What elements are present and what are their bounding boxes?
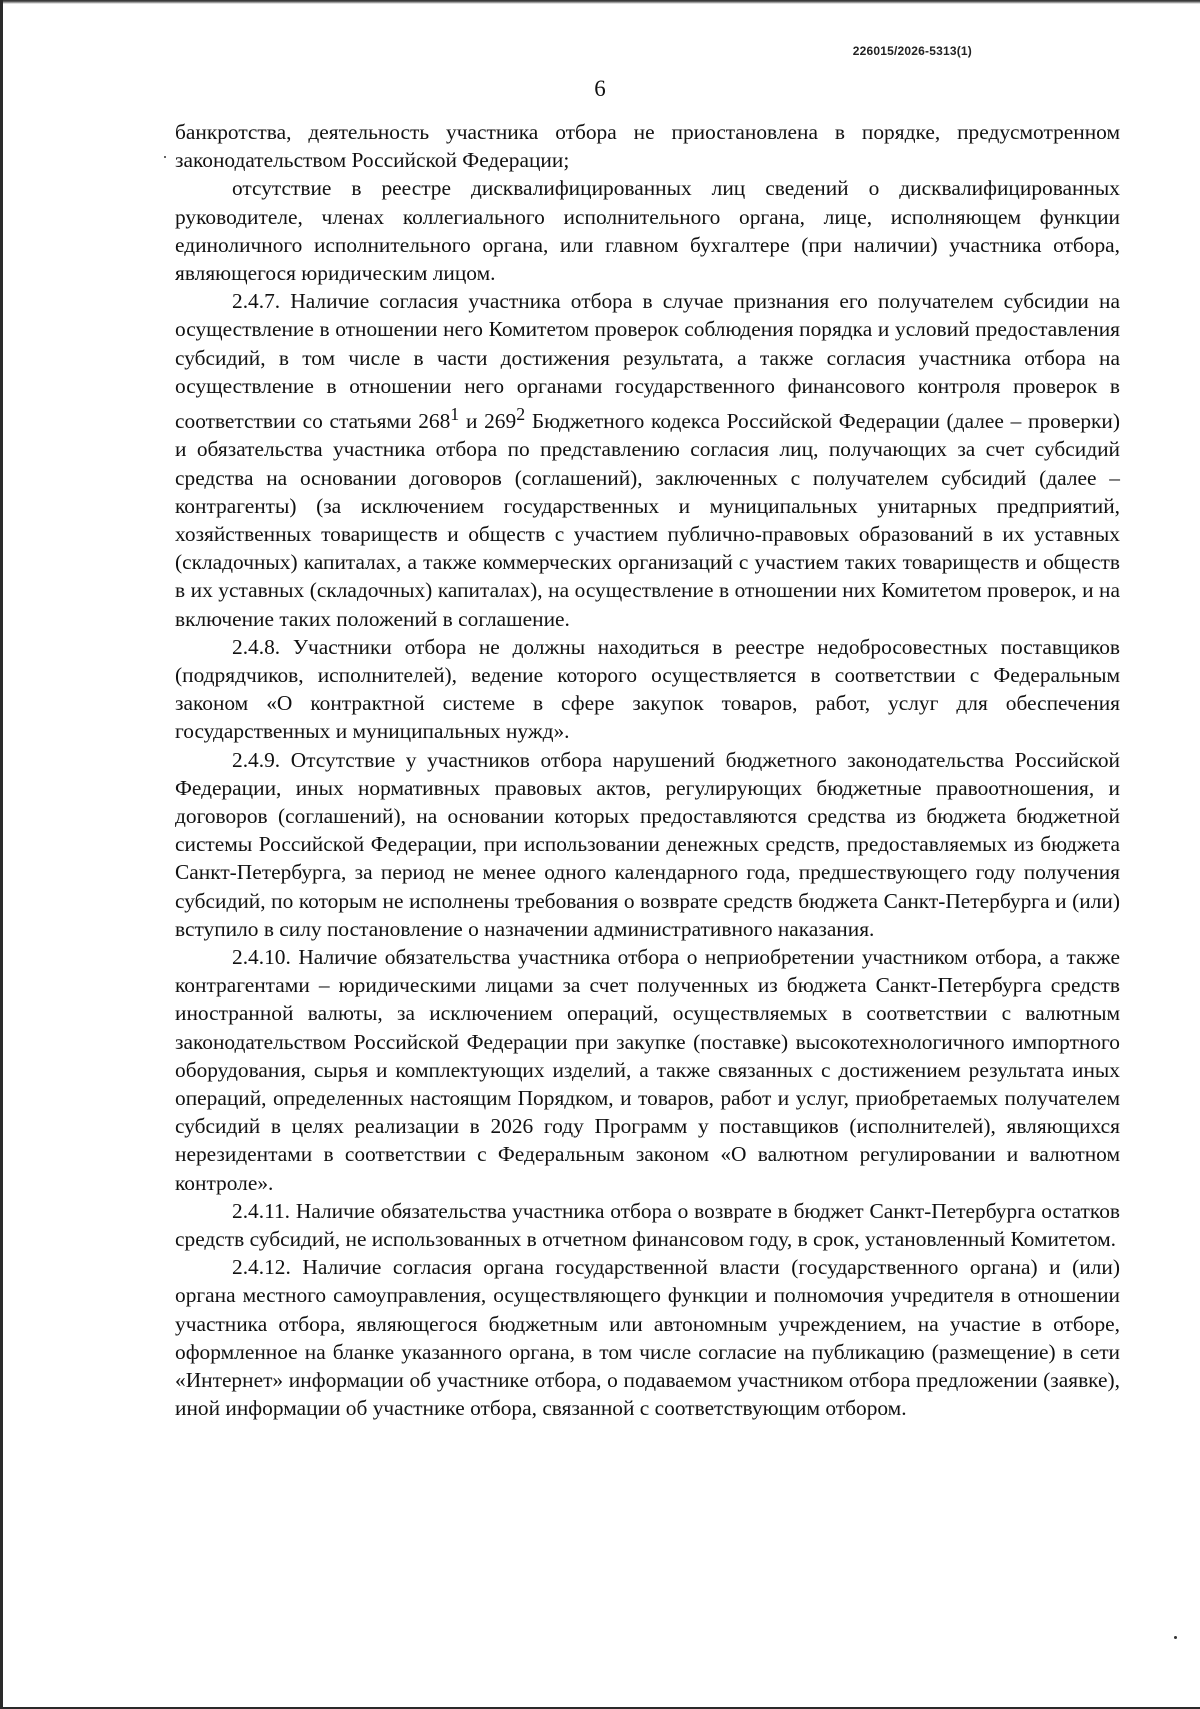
superscript-article-269: 2	[516, 404, 526, 425]
paragraph-2-4-8: 2.4.8. Участники отбора не должны находиться в реестре недобросовестных поставщиков (подрядчиков, исполнителей), ведение которого осуществляется в соответствии с Федеральным законом «О контрактной системе в сфере закупок товаров, работ, услуг для обеспечения государственных и муниципальных нужд».	[175, 634, 1120, 744]
paragraph-2-4-7-part-1: 2.4.7. Наличие согласия участника отбора в случае признания его получателем субсидии на осуществление в отношении него Комитетом проверок соблюдения порядка и условий предоставления субсидий, в том числе в части достижения результата, а также согласия участника отбора на осуществление в отношении него органами государственного финансового контроля проверок в соответствии со статьями 268	[175, 289, 1120, 434]
paragraph-bankruptcy-clause: банкротства, деятельность участника отбора не приостановлена в порядке, предусмотренном законодательством Российской Федерации;	[175, 120, 1120, 173]
page-number: 6	[594, 76, 606, 101]
scan-speck	[164, 156, 166, 158]
paragraph-2-4-7	[175, 287, 1120, 633]
scan-edge-top	[0, 0, 1200, 4]
paragraph-2-4-7-part-3: Бюджетного кодекса Российской Федерации (далее – проверки) и обязательства участника отбора по представлению согласия лиц, получающих за счет субсидий средства на основании договоров (соглашений), заключенных с получателем субсидий (далее – контрагенты) (за исключением государственных и муниципальных унитарных предприятий, хозяйственных товариществ и обществ с участием публично-правовых образований в их уставных (складочных) капиталах, а также коммерческих организаций с участием таких товариществ и обществ в их уставных (складочных) капиталах), на осуществление в отношении них Комитетом проверок, и на включение таких положений в соглашение.	[175, 409, 1121, 631]
paragraph-2-4-10: 2.4.10. Наличие обязательства участника отбора о неприобретении участником отбора, а также контрагентами – юридическими лицами за счет полученных из бюджета Санкт-Петербурга средств иностранной валюты, за исключением операций, осуществляемых в соответствии с валютным законодательством Российской Федерации при закупке (поставке) высокотехнологичного импортного оборудования, сырья и комплектующих изделий, а также связанных с достижением результата иных операций, определенных настоящим Порядком, и товаров, работ и услуг, приобретаемых получателем субсидий в целях реализации в 2026 году Программ у поставщиков (исполнителей), являющихся нерезидентами в соответствии с Федеральным законом «О валютном регулировании и валютном контроле».	[175, 945, 1120, 1195]
scan-edge-left	[0, 0, 3, 1709]
paragraph-2-4-11: 2.4.11. Наличие обязательства участника отбора о возврате в бюджет Санкт-Петербурга остатков средств субсидий, не использованных в отчетном финансовом году, в срок, установленный Комитетом.	[175, 1198, 1120, 1252]
document-registration-number: 226015/2026-5313(1)	[852, 44, 972, 58]
paragraph-2-4-9: 2.4.9. Отсутствие у участников отбора нарушений бюджетного законодательства Российской Федерации, иных нормативных правовых актов, регулирующих бюджетные правоотношения, и договоров (соглашений), на основании которых предоставляются средства из бюджета бюджетной системы Российской Федерации, при использовании денежных средств, предоставляемых из бюджета Санкт-Петербурга, за период не менее одного календарного года, предшествующего году получения субсидий, по которым не исполнены требования о возврате средств бюджета Санкт-Петербурга и (или) вступило в силу постановление о назначении административного наказания.	[175, 747, 1120, 941]
superscript-article-268: 1	[450, 404, 460, 425]
scan-speck-bottom	[1174, 1636, 1177, 1639]
paragraph-2-4-12: 2.4.12. Наличие согласия органа государственной власти (государственного органа) и (или) органа местного самоуправления, осуществляющего функции и полномочия учредителя в отношении участника отбора, являющегося бюджетным или автономным учреждением, на участие в отборе, оформленное на бланке указанного органа, в том числе согласие на публикацию (размещение) в сети «Интернет» информации об участнике отбора, о подаваемом участником отбора предложении (заявке), иной информации об участнике отбора, связанной с соответствующим отбором.	[175, 1255, 1120, 1421]
paragraph-disqualified-registry: отсутствие в реестре дисквалифицированных лиц сведений о дисквалифицированных руководителе, членах коллегиального исполнительного органа, лице, исполняющем функции единоличного исполнительного органа, или главном бухгалтере (при наличии) участника отбора, являющегося юридическим лицом.	[175, 176, 1120, 286]
paragraph-2-4-7-part-2: и 269	[459, 409, 517, 434]
document-body	[175, 118, 1120, 1422]
